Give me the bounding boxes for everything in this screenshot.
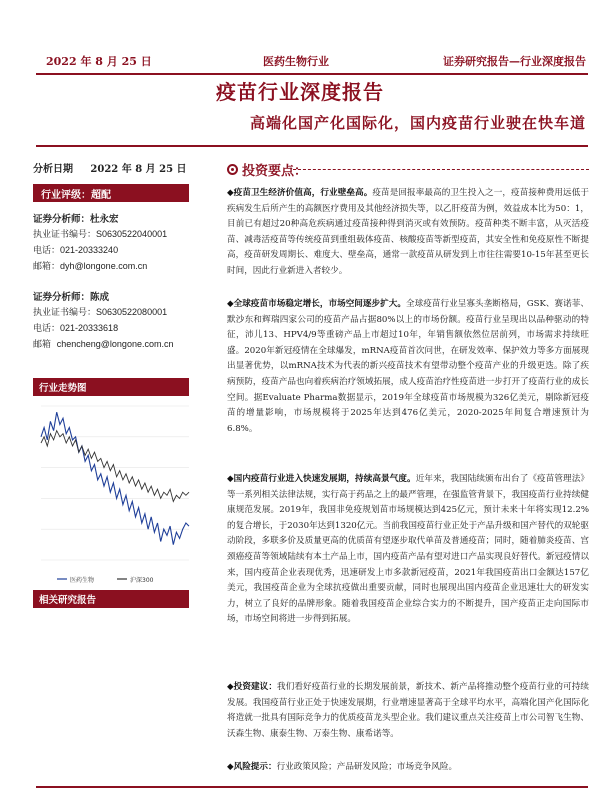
investment-header [227,160,589,179]
analyst-phone: 电话：021-20333618 [33,323,119,334]
header-report-type: 证券研究报告—行业深度报告 [443,55,586,68]
invest-paragraph-5: ◆风险提示：行业政策风险；产品研发风险；市场竞争风险。 [227,762,458,772]
analyst-email[interactable]: 邮箱 chencheng@longone.com.cn [33,339,174,350]
footer-rule [36,786,588,788]
invest-paragraph-1: ◆疫苗卫生经济价值高，行业壁垒高。疫苗是回报率最高的卫生投入之一，疫苗接种费用远低于疾病发生后所产生的高额医疗费用及其他经济损失等，以乙肝疫苗为例，效益成本比为50：1，目前已有超过20种高危疾病通过疫苗接种得到消灭或有效预防。疫苗种类不断丰富，从灭活疫苗、减毒活疫苗等传统疫苗到重组载体疫苗、核酸疫苗等新型疫苗，其安全性和免疫原性不断提高，疫苗研发周期长、难度大、壁垒高，通常一款疫苗从研发到上市往往需要10-15年甚至更长时间，因此行业新进入者较少。 [227,188,589,276]
trend-chart-svg [33,392,193,590]
header-date: 2022 年 8 月 25 日 [46,55,152,68]
analyst-cert: 执业证书编号：S0630522080001 [33,307,168,318]
analysis-date-value: 2022 年 8 月 25 日 [90,164,187,175]
legend-label: 医药生物 [70,577,95,584]
analysis-date-label: 分析日期 [33,164,73,175]
left-column [33,160,193,350]
rating-bar: 行业评级：超配 [33,184,189,202]
series-line-0 [41,412,189,544]
title-rule [36,145,588,147]
legend-label: 沪深300 [130,577,154,584]
invest-paragraph-2: ◆全球疫苗市场稳定增长，市场空间逐步扩大。全球疫苗行业呈寡头垄断格局，GSK、赛诺菲、默沙东和辉瑞四家公司的疫苗产品占据80%以上的市场份额。疫苗行业呈现出以品种驱动的特征，沛儿13、HPV4/9等重磅产品上市超过10年，年销售额依然位居前列，市场需求持续旺盛。2020年新冠疫情在全球爆发，mRNA疫苗首次问世，在研发效率、保护效力等多方面展现出显著优势，以mRNA技术为代表的新兴疫苗技术有望带动整个疫苗产业的升级更迭。除了疾病预防，疫苗产品也向着疾病治疗领域拓展，成人疫苗治疗性疫苗进一步打开了疫苗行业的成长空间。据Evaluate Pharma数据显示，2019年全球疫苗市场规模为326亿美元，剔除新冠疫苗的增量影响，市场规模将于2025年达到476亿美元，2020-2025年间复合增速预计为6.8%。 [227,299,589,434]
page-subtitle: 高端化国产化国际化，国内疫苗行业驶在快车道 [249,114,586,132]
related-research-bar: 相关研究报告 [33,590,189,608]
analyst-phone: 电话：021-20333240 [33,245,119,256]
header-rule [36,73,588,75]
trend-chart [33,392,193,590]
analyst-card-1 [33,212,167,275]
analyst-name: 证券分析师：陈成 [33,292,110,303]
invest-divider [293,169,589,170]
invest-paragraph-4: ◆投资建议：我们看好疫苗行业的长期发展前景，新技术、新产品将推动整个疫苗行业的可持续发展。我国疫苗行业正处于快速发展期，行业增速显著高于全球平均水平，高端化国产化国际化将造就一批具有国际竞争力的优质疫苗龙头型企业。我们建议重点关注疫苗上市公司智飞生物、沃森生物、康泰生物、万泰生物、康希诺等。 [227,682,589,739]
trend-section-bar: 行业走势图 [33,378,189,396]
analyst-card-2 [33,290,173,353]
invest-paragraph-3: ◆国内疫苗行业进入快速发展期，持续高景气度。近年来，我国陆续颁布出台了《疫苗管理法》等一系列相关法律法规，实行高于药品之上的最严管理，在强监管背景下，我国疫苗行业持续健康规范发展。2019年，我国非免疫规划苗市场规模达到425亿元，预计未来十年将实现12.2%的复合增长，于2030年达到1320亿元。当前我国疫苗行业正处于产品升级和国产替代的双轮驱动阶段，多联多价及质量更高的优质苗有望逐步取代单苗及普通疫苗；同时，随着肺炎疫苗、宫颈癌疫苗等领域陆续有本土产品上市，国内疫苗产品有望对进口产品实现良好替代。新冠疫情以来，国内疫苗企业表现优秀，迅速研发上市多款新冠疫苗，2021年我国疫苗出口金额达157亿美元，我国疫苗企业为全球抗疫做出重要贡献，同时也展现出国内疫苗企业迅速壮大的研发实力，树立了良好的品牌形象。随着我国疫苗企业综合实力的不断提升，国产疫苗正走向国际市场，市场空间将进一步得到拓展。 [227,474,589,625]
analyst-cert: 执业证书编号：S0630522040001 [33,229,168,240]
report-header [36,48,588,74]
analyst-email[interactable]: 邮箱：dyh@longone.com.cn [33,261,148,272]
analyst-name: 证券分析师：杜永宏 [33,214,119,225]
target-icon [227,164,238,175]
page-title: 疫苗行业深度报告 [216,80,384,104]
header-industry: 医药生物行业 [263,55,329,68]
analysis-date-line [33,160,193,175]
invest-heading: 投资要点： [227,160,589,179]
